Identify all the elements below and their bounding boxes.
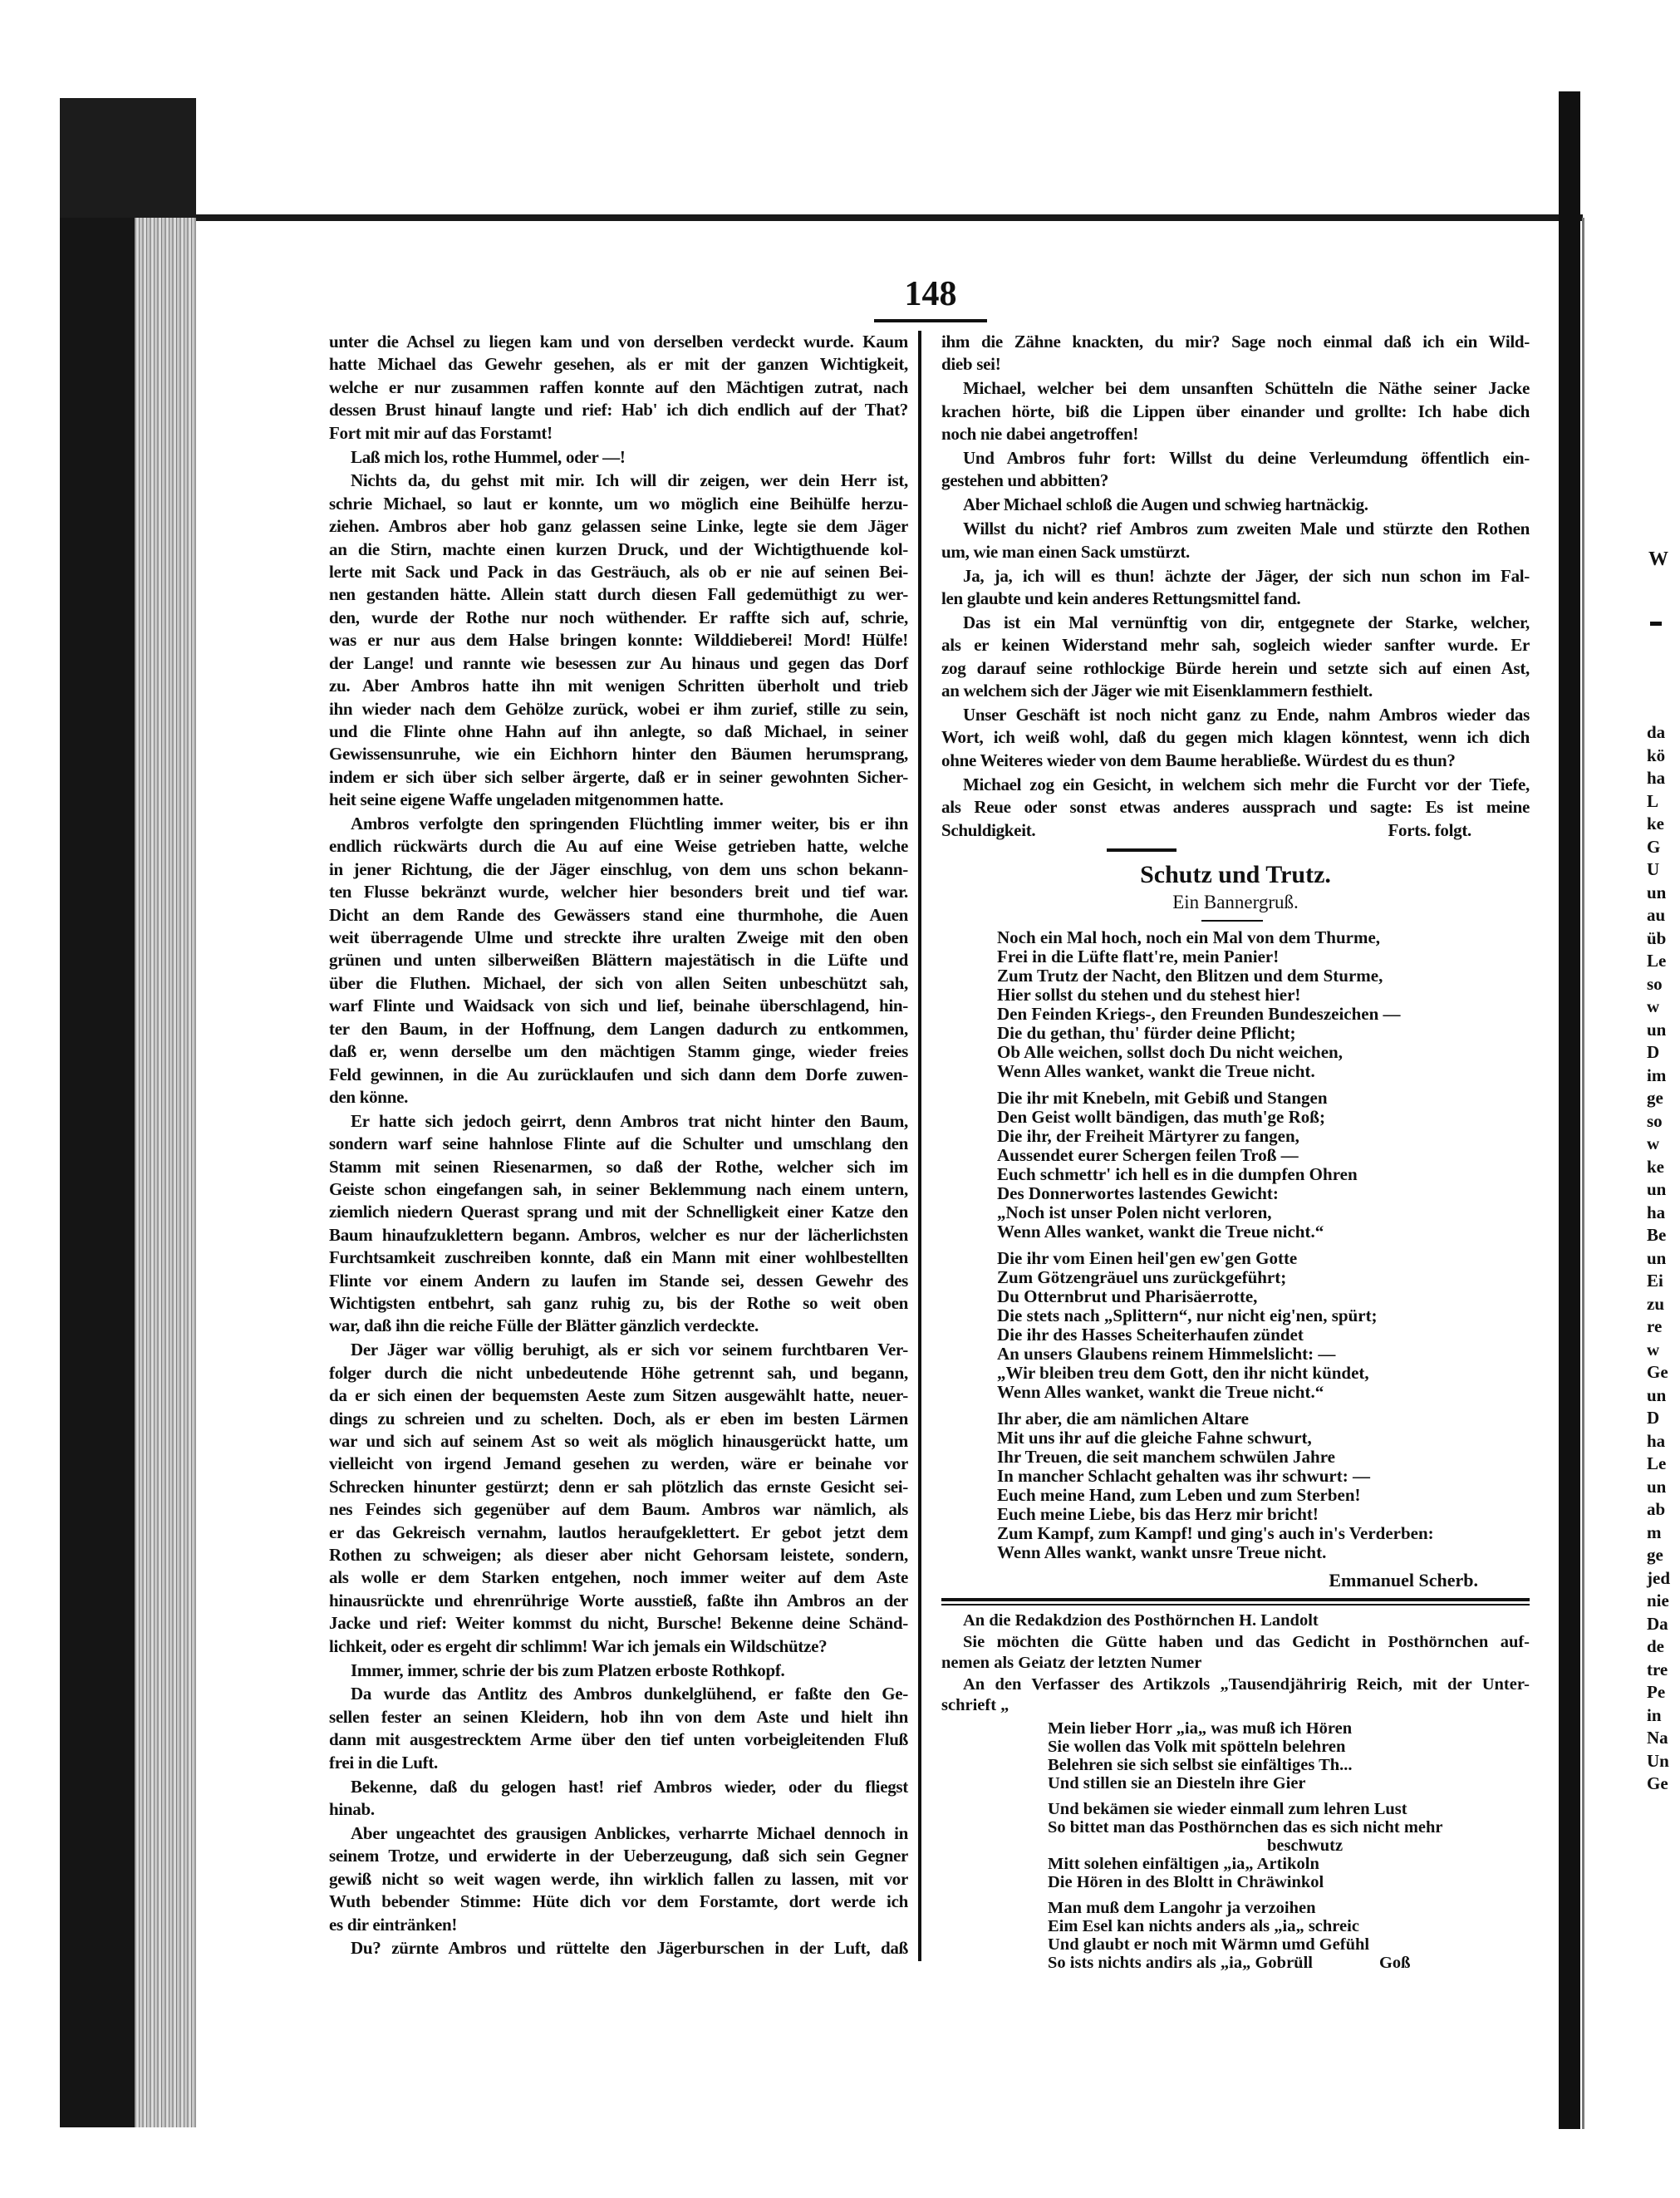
next-page-fragment-rule <box>1650 622 1662 626</box>
paragraph <box>941 1674 1530 1716</box>
book-gutter <box>1559 91 1580 2129</box>
text-line: Wort, ich weiß wohl, daß du gegen mich klagen könntest, wenn ich dich <box>941 727 1530 748</box>
poem-line: Aussendet eurer Schergen feilen Troß — <box>997 1144 1299 1165</box>
text-line: folger durch die nicht unbedeutende Höhe getrennt sah, und begann, <box>329 1362 908 1383</box>
text-line: schrie Michael, so laut er konnte, um wo möglich eine Beihülfe herzu- <box>329 493 908 514</box>
paragraph <box>941 331 1530 376</box>
next-page-fragment: ha <box>1647 768 1666 788</box>
paragraph <box>941 1610 1530 1631</box>
next-page-fragment: Ge <box>1647 1362 1668 1382</box>
page-top-edge <box>196 214 1583 221</box>
next-page-fragment: so <box>1647 973 1663 994</box>
next-page-fragment: un <box>1647 1384 1667 1405</box>
poem-stanza <box>997 1089 1530 1242</box>
paragraph <box>941 377 1530 445</box>
poem-line: Die ihr mit Knebeln, mit Gebiß und Stangen <box>997 1087 1328 1108</box>
text-line: ten Flusse bekränzt wurde, welcher hier besonders breit und tief war. <box>329 882 908 902</box>
text-line: Dicht an dem Rande des Gewässers stand eine thurmhohe, die Auen <box>329 904 908 925</box>
letter-verse-row <box>1048 1935 1530 1954</box>
text-line: hinausrückte und ehrenrührige Worte ausstieß, faßte ihn Ambros an der <box>329 1590 908 1610</box>
poem-line: Zum Kampf, zum Kampf! und ging's auch in's Verderben: <box>997 1522 1434 1543</box>
text-line: Michael zog ein Gesicht, in welchem sich mehr die Furcht vor der Tiefe, <box>963 774 1530 794</box>
text-line: Schrecken hinunter gestürzt; denn er sah plötzlich das ernste Gesicht sei- <box>329 1476 908 1497</box>
paragraph <box>329 1937 908 1960</box>
letter-verse-row <box>1048 1954 1530 1972</box>
next-page-fragment: nie <box>1647 1591 1669 1610</box>
next-page-fragment: D <box>1647 1042 1660 1062</box>
poem-line: In mancher Schlacht gehalten was ihr schwurt: — <box>997 1465 1370 1486</box>
next-page-fragment: da <box>1647 722 1666 742</box>
next-page-fragment: m <box>1647 1522 1662 1542</box>
text-line: Furchtsamkeit zuschreiben konnte, daß ein Mann mit einer wohlbestellten <box>329 1247 908 1268</box>
paragraph <box>941 1632 1530 1674</box>
letter-verse-stanza <box>1048 1800 1530 1891</box>
left-column-story <box>329 331 908 1961</box>
text-line: Feld gewinnen, in die Au zurücklaufen und sich dann dem Dorfe zuwen- <box>329 1064 908 1084</box>
poem-line: Euch meine Hand, zum Leben und zum Sterben! <box>997 1484 1361 1505</box>
letter-verse-line: Mitt solehen einfältigen „ia„ Artikoln <box>1048 1854 1319 1873</box>
poem-line: Ihr aber, die am nämlichen Altare <box>997 1408 1249 1428</box>
poem-line: Mit uns ihr auf die gleiche Fahne schwurt, <box>997 1427 1312 1448</box>
next-page-fragment: un <box>1647 1476 1667 1497</box>
letter-verse <box>941 1719 1530 1972</box>
paragraph <box>941 774 1530 842</box>
text-line: nen gestanden hätte. Allein statt durch diesen Fall gedemüthigt zu wer- <box>329 584 908 605</box>
letter-verse-row <box>1048 1837 1530 1855</box>
text-line: lerte mit Sack und Pack in das Gesträuch, als ob er nie auf seinen Bei- <box>329 562 908 583</box>
story-continuation <box>941 331 1530 842</box>
letter-verse-line: Eim Esel kan nichts anders als „ia„ schreic <box>1048 1916 1359 1935</box>
letter-verse-line: Mein lieber Horr „ia„ was muß ich Hören <box>1048 1719 1353 1738</box>
text-line: Baum hinaufzuklettern begann. Ambros, welcher es nur der lächerlichsten <box>329 1224 908 1245</box>
text-line: Wuth bebender Stimme: Hüte dich vor dem Forstamte, dort werde ich <box>329 1891 908 1912</box>
letter-verse-line: Belehren sie sich selbst sie einfältiges Th... <box>1048 1755 1353 1774</box>
letter-verse-line: Und bekämen sie wieder einmall zum lehren Lust <box>1048 1799 1407 1818</box>
paragraph <box>329 331 908 445</box>
column-divider <box>918 331 921 1961</box>
next-page-fragment-heading: W <box>1648 548 1668 570</box>
text-line: krachen hörte, biß die Lippen über einander und grollte: Ich habe dich <box>941 401 1530 421</box>
text-line: dann mit ausgestrecktem Arme über den tief unten vorbeigleitenden Fluß <box>329 1729 908 1750</box>
paragraph <box>941 612 1530 703</box>
text-line: Michael, welcher bei dem unsanften Schütteln die Näthe seiner Jacke <box>963 378 1530 399</box>
poem-line: Zum Götzengräuel uns zurückgeführt; <box>997 1266 1287 1287</box>
title-divider <box>1201 920 1263 922</box>
letter-verse-line: So bittet man das Posthörnchen das es sich nicht mehr <box>1048 1817 1443 1837</box>
letter-verse-line: Sie wollen das Volk mit spötteln belehren <box>1048 1737 1346 1756</box>
text-line: Gewissensunruhe, wie ein Eichhorn hinter den Bäumen herumsprang, <box>329 744 908 765</box>
text-line: Der Jäger war völlig beruhigt, als er sich vor seinem furchtbaren Ver- <box>351 1340 908 1360</box>
letter-verse-line: Man muß dem Langohr ja verzoihen <box>1048 1898 1316 1917</box>
text-line: es dir eintränken! <box>329 1914 458 1935</box>
poem-line: Wenn Alles wankt, wankt unsre Treue nicht. <box>997 1542 1327 1562</box>
text-line: in jener Richtung, die der Jäger einschlug, von dem uns schon bekann- <box>329 858 908 879</box>
text-line: war und sich auf seinem Ast so weit als möglich hinausgerückt hatte, um <box>329 1431 908 1451</box>
letter-signature: Goß <box>1378 1953 1411 1972</box>
next-page-fragment: Pe <box>1647 1682 1666 1702</box>
paragraph <box>941 565 1530 611</box>
letter-to-editor <box>941 1610 1530 1716</box>
text-line: schrieft „ <box>941 1695 1009 1714</box>
text-line: als Reue oder sonst etwas anderes aussprach und sagte: Es ist meine <box>941 797 1530 818</box>
text-line: über die Fluthen. Michael, der sich von allen Seiten unbeschützt sah, <box>329 972 908 993</box>
text-line: ihn wieder nach dem Gehölze zurück, wobei er ihm zurief, stille zu sein, <box>329 698 908 719</box>
text-line: noch nie dabei angetroffen! <box>941 424 1139 445</box>
next-page-fragment: D <box>1647 1408 1660 1428</box>
text-line: dieb sei! <box>941 354 1001 375</box>
text-line: grünen und unten silberweißen Blättern majestätisch in die Lüfte und <box>329 950 908 971</box>
poem-line: Zum Trutz der Nacht, den Blitzen und dem Sturme, <box>997 965 1383 986</box>
paragraph <box>329 470 908 811</box>
paragraph <box>329 1683 908 1774</box>
poem-line: Noch ein Mal hoch, noch ein Mal von dem Thurme, <box>997 927 1381 947</box>
poem-line: Hier sollst du stehen und du stehest hier! <box>997 984 1301 1005</box>
text-line: was er nur aus dem Halse bringen konnte: Wilddieberei! Mord! Hülfe! <box>329 630 908 651</box>
text-line: zog darauf seine rothlockige Bürde herein und setzte sich auf einen Ast, <box>941 657 1530 678</box>
text-line: Immer, immer, schrie der bis zum Platzen erboste Rothkopf. <box>351 1660 785 1680</box>
next-page-fragment: Na <box>1647 1728 1668 1748</box>
text-line: den könne. <box>329 1086 409 1107</box>
letter-verse-line: Und glaubt er noch mit Wärmn umd Gefühl <box>1048 1935 1370 1954</box>
double-divider <box>941 1598 1530 1605</box>
gutter-shadow <box>1582 218 1584 2129</box>
text-line: Willst du nicht? rief Ambros zum zweiten Male und stürzte den Rothen <box>963 519 1530 539</box>
text-line: gewiß nicht so weit wagen werde, ihn wirklich fallen zu lassen, mit vor <box>329 1868 908 1889</box>
letter-verse-row <box>1048 1818 1530 1837</box>
right-column <box>941 331 1530 1979</box>
poem-stanza <box>997 928 1530 1081</box>
next-page-fragment: G <box>1647 836 1661 857</box>
poem-line: Die du gethan, thu' fürder deine Pflicht; <box>997 1022 1296 1043</box>
next-page-fragment: Le <box>1647 951 1667 971</box>
poem-body <box>941 928 1530 1562</box>
next-page-fragment: de <box>1647 1636 1664 1656</box>
text-line-row <box>941 819 1530 842</box>
text-line: hinab. <box>329 1799 375 1819</box>
poem-stanza <box>997 1249 1530 1402</box>
letter-verse-line: Und stillen sie an Diesteln ihre Gier <box>1048 1773 1306 1792</box>
next-page-fragment: kö <box>1647 745 1666 765</box>
text-line: Nichts da, du gehst mit mir. Ich will dir zeigen, wer dein Herr ist, <box>351 470 908 491</box>
poem-line: Euch schmettr' ich hell es in die dumpfen Ohren <box>997 1163 1358 1184</box>
letter-verse-row <box>1048 1756 1530 1774</box>
poem-line: Die ihr vom Einen heil'gen ew'gen Gotte <box>997 1247 1298 1268</box>
text-line: als er keinen Widerstand mehr sah, sogleich wieder sanfter wurde. Er <box>941 635 1530 656</box>
next-page-fragment: in <box>1647 1704 1662 1725</box>
text-line: sondern warf seine hahnlose Flinte auf die Schulter und umschlang den <box>329 1133 908 1154</box>
page-number: 148 <box>904 275 957 313</box>
next-page-fragment: un <box>1647 1247 1667 1268</box>
poem-line: Wenn Alles wanket, wankt die Treue nicht.“ <box>997 1381 1324 1402</box>
letter-verse-row <box>1048 1873 1530 1891</box>
paragraph <box>329 446 908 469</box>
next-page-fragment: Un <box>1647 1750 1669 1771</box>
text-line: Schuldigkeit. <box>941 819 1036 840</box>
letter-verse-row <box>1048 1800 1530 1818</box>
text-line: war, daß ihn die reiche Fülle der Blätter gänzlich verdeckte. <box>329 1315 759 1336</box>
scan-dark-corner <box>60 98 196 218</box>
text-line: Ambros verfolgte den springenden Flüchtling immer weiter, bis er ihn <box>351 814 908 834</box>
text-line: den, wurde der Rothe nur noch wüthender. Er raffte sich auf, schrie, <box>329 607 908 627</box>
text-line: lichkeit, oder es ergeht dir schlimm! War ich jemals ein Wildschütze? <box>329 1635 828 1656</box>
next-page-fragment: Be <box>1647 1225 1667 1245</box>
next-page-fragments <box>1647 721 1680 1796</box>
text-line: zu. Aber Ambros hatte ihn mit wenigen Schritten überholt und trieb <box>329 676 908 696</box>
poem-line: „Noch ist unser Polen nicht verloren, <box>997 1202 1272 1222</box>
paragraph <box>329 1110 908 1338</box>
text-line: Jacke und rief: Weiter kommst du nicht, Bursche! Bekenne deine Schänd- <box>329 1613 908 1634</box>
text-line: nes Feindes sich gegenüber auf dem Baum. Ambros war nämlich, als <box>329 1499 908 1520</box>
text-line: da er sich einen der bequemsten Aeste zum Sitzen ausgewählt hatte, neuer- <box>329 1385 908 1406</box>
text-line: dings zu schreien und zu schelten. Doch, als er eben im besten Lärmen <box>329 1408 908 1428</box>
text-line: Da wurde das Antlitz des Ambros dunkelglühend, er faßte den Ge- <box>351 1684 908 1704</box>
poem-line: Ihr Treuen, die seit manchem schwülen Jahre <box>997 1446 1335 1467</box>
next-page-fragment: ge <box>1647 1545 1663 1565</box>
letter-verse-row <box>1048 1855 1530 1873</box>
next-page-fragment: Ei <box>1647 1271 1663 1291</box>
text-line: und die Flinte ohne Hahn auf ihn anlegte, so daß Michael, in seiner <box>329 720 908 741</box>
text-line: welche er nur zusammen raffen konnte auf den Mächtigen zutrat, nach <box>329 376 908 397</box>
text-line: unter die Achsel zu liegen kam und von derselben verdeckt wurde. Kaum <box>329 332 908 352</box>
text-line: Aber Michael schloß die Augen und schwieg hartnäckig. <box>963 494 1368 515</box>
text-line: endlich rückwärts durch die Au auf eine Weise getrieben hatte, welche <box>329 836 908 857</box>
text-line: An die Redakdzion des Posthörnchen H. Landolt <box>963 1610 1319 1630</box>
text-line: als wolle er dem Starken entgehen, noch immer weiter auf dem Aste <box>329 1567 908 1588</box>
next-page-fragment: re <box>1647 1316 1663 1336</box>
poem-line: Wenn Alles wanket, wankt die Treue nicht. <box>997 1060 1315 1081</box>
paragraph <box>329 813 908 1109</box>
next-page-fragment: jed <box>1647 1567 1670 1588</box>
next-page-fragment: zu <box>1647 1293 1664 1314</box>
poem-line: „Wir bleiben treu dem Gott, den ihr nicht kündet, <box>997 1362 1369 1383</box>
text-line: ziehen. Ambros aber hob ganz gelassen seine Linke, legte sie dem Jäger <box>329 516 908 537</box>
next-page-fragment: ke <box>1647 1156 1664 1177</box>
text-line: Laß mich los, rothe Hummel, oder —! <box>351 446 626 467</box>
text-line: daß er, wenn derselbe um den mächtigen Stamm ginge, wieder freies <box>329 1041 908 1062</box>
next-page-fragment: w <box>1647 1339 1660 1360</box>
poem-line: Du Otternbrut und Pharisäerrotte, <box>997 1286 1258 1306</box>
letter-verse-row <box>1048 1774 1530 1792</box>
letter-verse-line: So ists nichts andirs als „ia„ Gobrüll <box>1048 1953 1313 1972</box>
letter-verse-stanza <box>1048 1719 1530 1792</box>
text-line: sellen fester an seinen Kleidern, hob ihn von dem Aste und hielt ihn <box>329 1706 908 1727</box>
poem-line: Ob Alle weichen, sollst doch Du nicht weichen, <box>997 1041 1343 1062</box>
next-page-fragment: Da <box>1647 1613 1668 1634</box>
paragraph <box>941 518 1530 563</box>
text-line: an die Stirn, machte einen kurzen Druck, und der Wichtigthuende kol- <box>329 538 908 559</box>
next-page-fragment: üb <box>1647 927 1667 948</box>
poem-author: Emmanuel Scherb. <box>1329 1569 1478 1591</box>
letter-verse-row <box>1048 1738 1530 1756</box>
next-page-fragment: ab <box>1647 1499 1666 1519</box>
next-page-fragment: im <box>1647 1065 1667 1085</box>
poem-line: Den Geist wollt bändigen, das muth'ge Roß; <box>997 1106 1325 1127</box>
text-line: gestehen und abbitten? <box>941 470 1109 491</box>
text-line: hatte Michael das Gewehr gesehen, als er mit der ganzen Wichtigkeit, <box>329 354 908 375</box>
letter-verse-stanza <box>1048 1899 1530 1972</box>
letter-verse-row <box>1048 1917 1530 1935</box>
poem-line: Die ihr, der Freiheit Märtyrer zu fangen, <box>997 1125 1299 1146</box>
poem-line: Des Donnerwortes lastendes Gewicht: <box>997 1183 1279 1203</box>
poem-line: Den Feinden Kriegs-, den Freunden Bundeszeichen — <box>997 1003 1401 1024</box>
next-page-fragment: au <box>1647 905 1666 925</box>
text-line: ziemlich niedern Querast sprang und mit der Schnelligkeit einer Katze den <box>329 1202 908 1222</box>
next-page-fragment: un <box>1647 882 1667 902</box>
next-page-fragment: so <box>1647 1110 1663 1131</box>
text-line: warf Flinte und Waidsack von sich und lief, beinahe überschlagend, hin- <box>329 996 908 1016</box>
paragraph <box>329 1776 908 1822</box>
page-number-underline <box>874 319 987 322</box>
paragraph <box>941 704 1530 772</box>
text-line: heit seine eigene Waffe ungeladen mitgenommen hatte. <box>329 789 724 810</box>
paragraph <box>329 1822 908 1936</box>
text-line: dessen Brust hinauf langte und rief: Hab' ich dich endlich auf der That? <box>329 400 908 420</box>
text-line: Geiste schon eingefangen sah, in seiner Beklemmung nach einem untern, <box>329 1179 908 1200</box>
text-line: Er hatte sich jedoch geirrt, denn Ambros trat nicht hinter den Baum, <box>351 1110 908 1131</box>
poem-stanza <box>997 1409 1530 1562</box>
text-line: Rothen zu schweigen; als dieser aber nicht Gehorsam leistete, sondern, <box>329 1545 908 1566</box>
next-page-fragment: U <box>1647 859 1660 879</box>
text-line: nemen als Geiatz der letzten Numer <box>941 1653 1202 1672</box>
next-page-fragment: un <box>1647 1019 1667 1040</box>
next-page-fragment: L <box>1647 790 1659 811</box>
section-divider <box>1107 848 1176 852</box>
text-line: Aber ungeachtet des grausigen Anblickes, verharrte Michael dennoch in <box>351 1822 908 1843</box>
text-line: An den Verfasser des Artikzols „Tausendjähririg Reich, mit der Unter- <box>963 1674 1530 1694</box>
next-page-fragment: un <box>1647 1179 1667 1199</box>
text-line: Das ist ein Mal vernünftig von dir, entgegnete der Starke, welcher, <box>963 612 1530 632</box>
text-line: Du? zürnte Ambros und rüttelte den Jägerburschen in der Luft, daß <box>351 1938 908 1959</box>
poem-subtitle: Ein Bannergruß. <box>1172 891 1299 912</box>
paragraph <box>941 494 1530 516</box>
text-line: Fort mit mir auf das Forstamt! <box>329 422 553 443</box>
next-page-fragment: Le <box>1647 1453 1667 1473</box>
next-page-fragment: tre <box>1647 1659 1668 1679</box>
letter-verse-row <box>1048 1899 1530 1917</box>
next-page-fragment: w <box>1647 1133 1660 1153</box>
text-line: er das Gekreisch vernahm, lautlos heraufgeklettert. Er gebot jetzt dem <box>329 1522 908 1542</box>
text-line: ter den Baum, in der Hoffnung, dem Langen dadurch zu entkommen, <box>329 1018 908 1039</box>
text-line: der Lange! und rannte wie besessen zur Au hinaus und gegen das Dorf <box>329 652 908 673</box>
paragraph <box>329 1339 908 1658</box>
paragraph <box>941 447 1530 493</box>
poem-line: Die stets nach „Splittern“, nur nicht eig'nen, spürt; <box>997 1305 1378 1325</box>
text-line: Bekenne, daß du gelogen hast! rief Ambros wieder, oder du fliegst <box>351 1776 908 1797</box>
text-line: Flinte vor einem Andern zu laufen im Stande sei, dessen Gewehr des <box>329 1270 908 1291</box>
text-line: ohne Weiteres wieder von dem Baume herabließe. Würdest du es thun? <box>941 750 1456 770</box>
text-line: weit überragende Ulme und streckte ihre uralten Zweige mit den oben <box>329 927 908 948</box>
next-page-fragment: ke <box>1647 814 1664 833</box>
next-page-fragment: w <box>1647 996 1660 1016</box>
text-line: Und Ambros fuhr fort: Willst du deine Verleumdung öffentlich ein- <box>963 448 1530 469</box>
text-line: Stamm mit seinen Riesenarmen, so daß der Rothe, welcher sich im <box>329 1156 908 1177</box>
next-page-fragment: ha <box>1647 1202 1666 1222</box>
text-line: seinem Trotze, und erwiderte in der Ueberzeugung, daß sich sein Gegner <box>329 1846 908 1866</box>
poem-line: Euch meine Liebe, bis das Herz mir bricht! <box>997 1503 1319 1524</box>
text-line: an welchem sich der Jäger wie mit Eisenklammern festhielt. <box>941 681 1373 701</box>
text-line: Unser Geschäft ist noch nicht ganz zu Ende, nahm Ambros wieder das <box>963 705 1530 725</box>
text-line: len glaubte und kein anderes Rettungsmittel fand. <box>941 588 1301 608</box>
letter-verse-row <box>1048 1719 1530 1738</box>
scan-dark-margin <box>60 98 135 2127</box>
text-line: um, wie man einen Sack umstürzt. <box>941 541 1190 562</box>
letter-verse-line: beschwutz <box>1267 1836 1344 1855</box>
next-page-fragment: ha <box>1647 1430 1666 1451</box>
text-line: Wichtigsten entbehrt, sah ganz ruhig zu, bis der Rothe so weit oben <box>329 1293 908 1314</box>
poem-line: An unsers Glaubens reinem Himmelslicht: — <box>997 1343 1336 1364</box>
next-page-fragment: ge <box>1647 1088 1663 1108</box>
poem-line: Wenn Alles wanket, wankt die Treue nicht.“ <box>997 1221 1324 1242</box>
letter-verse-line: Die Hören in des Bloltt in Chräwinkol <box>1048 1872 1324 1891</box>
book-page-edges <box>135 218 196 2127</box>
text-line: frei in die Luft. <box>329 1752 439 1773</box>
paragraph <box>329 1660 908 1682</box>
text-line: Ja, ja, ich will es thun! ächzte der Jäger, der sich nun schon im Fal- <box>963 565 1530 586</box>
text-line: ihm die Zähne knackten, du mir? Sage noch einmal daß ich ein Wild- <box>941 332 1530 352</box>
poem-title: Schutz und Trutz. <box>1140 860 1331 888</box>
poem-line: Die ihr des Hasses Scheiterhaufen zündet <box>997 1324 1304 1345</box>
text-line: Sie möchten die Gütte haben und das Gedicht in Posthörnchen auf- <box>963 1632 1530 1651</box>
poem-line: Frei in die Lüfte flatt're, mein Panier! <box>997 946 1280 966</box>
continuation-note: Forts. folgt. <box>1388 819 1471 840</box>
text-line: indem er sich über sich selber ärgerte, daß er in seiner gewohnten Sicher- <box>329 766 908 787</box>
next-page-fragment: Ge <box>1647 1773 1668 1793</box>
text-line: vielleicht von irgend Jemand gesehen zu werden, wäre er beinahe vor <box>329 1453 908 1474</box>
